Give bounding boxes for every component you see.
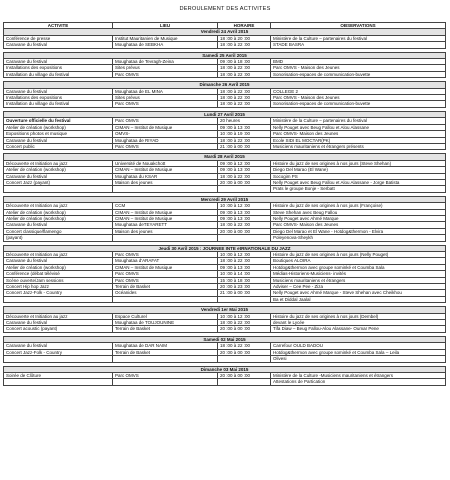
place-cell: Moughataa deTEYARETT [113, 222, 218, 228]
place-cell: Espace Culturel [113, 313, 218, 319]
header-activite: ACTIVITE [4, 23, 113, 29]
observation-cell: Ministère de la Culture – partenaires du festival [271, 35, 446, 41]
time-cell: 18 :00 à 22 :00 [218, 320, 271, 326]
time-cell: 09 :00 à 13 :00 [218, 209, 271, 215]
day-label: Lundi 27 Avril 2015 [4, 111, 446, 117]
observation-cell: Sonorisation-espaces de communication-buvette [271, 101, 446, 107]
activity-cell: Atelier de création (workshop) [4, 167, 113, 173]
activity-cell: Soirée de Clôture [4, 372, 113, 378]
time-cell: 20 :00 à 23 :00 [218, 284, 271, 290]
observation-cell: Parc OMVS - Maison des Jeunes [271, 65, 446, 71]
header-horaire: HORAIRE [218, 23, 271, 29]
place-cell: CIMAN – Institut de Musique [113, 215, 218, 221]
observation-cell: Diego Del Marao et El Wane - Hotdog&thermon - Elvira [271, 228, 446, 234]
activity-cell: Découverte et Initiation au jazz [4, 313, 113, 319]
time-cell: 20 :00 à 00 :00 [218, 326, 271, 332]
time-cell: 20 :00 à 00 :00 [218, 179, 271, 185]
observation-cell: Nelly Pouget avec Ahmé Marque [271, 215, 446, 221]
activity-cell: Atelier de création (workshop) [4, 215, 113, 221]
day-label: Jeudi 30 Avril 2015 : JOURNEE INTE etRNATIONALE DU JAZZ [4, 245, 446, 251]
time-cell: 18 :00 à 22 :00 [218, 88, 271, 94]
day-label: Dimanche 03 Mai 2015 [4, 366, 446, 372]
place-cell: CCM [113, 203, 218, 209]
activity-cell: Caravane du festival [4, 59, 113, 65]
observation-cell: BMD [271, 59, 446, 65]
time-cell: 18 :00 à 22 :00 [218, 343, 271, 349]
place-cell: Moughataa de DAR NAIM [113, 343, 218, 349]
time-cell: 18 :00 à 22 :00 [218, 222, 271, 228]
activity-cell: Caravane du festival [4, 320, 113, 326]
header-observations: OBSERVATIONS [271, 23, 446, 29]
observation-cell: Histoire du jazz de ses origines à nos jours (Nelly Pouget) [271, 252, 446, 258]
time-cell: 09 :00 à 13 :00 [218, 215, 271, 221]
activity-cell: Conférence (débat télévisé [4, 271, 113, 277]
observation-cell: Ministère de la Culture – partenaires du festival [271, 118, 446, 124]
time-cell: 09 :00 à 13 :00 [218, 167, 271, 173]
observation-cell: Poleyenova-Sheykh [271, 235, 446, 241]
observation-cell: Prats le groupe Bonje - Serbatt [271, 186, 446, 192]
time-cell: 18 :00 à 22 :00 [218, 71, 271, 77]
place-cell: Parc OMVS [113, 71, 218, 77]
activity-cell: Installations des expositions [4, 95, 113, 101]
activity-cell: Caravane du festival [4, 222, 113, 228]
place-cell: Moughataa d'ARAFAT [113, 258, 218, 264]
activity-cell: Concert Jazz (payant) [4, 179, 113, 185]
observation-cell: Médias-Historiens-Musiciens- invités [271, 271, 446, 277]
observation-cell: Musiciens mauritaniens et étrangers présents [271, 143, 446, 149]
time-cell: 20 :00 à 00 :00 [218, 349, 271, 355]
activity-cell: Concert Jazz-Folk - Country [4, 290, 113, 296]
activity-cell: Caravane du festival [4, 42, 113, 48]
day-label: Dimanche 26 Avril 2015 [4, 82, 446, 88]
place-cell: Moughataa du KSAR [113, 173, 218, 179]
activity-cell: Concert classique/flamengo [4, 228, 113, 234]
place-cell: Terrain de Basket [113, 349, 218, 355]
observation-cell: Ministère de la Culture -Musiciens mauritaniens et étrangers [271, 372, 446, 378]
time-cell: 18 :00 à 22 :00 [218, 101, 271, 107]
observation-cell: Nelly Pouget avec Ahmé Marque - Steve Shehan avec Cheikhou [271, 290, 446, 296]
time-cell: 10 :00 à 12 :00 [218, 313, 271, 319]
observation-cell: Ba et Diddal Jaalal [271, 296, 446, 302]
activity-cell: Conférence de presse [4, 35, 113, 41]
time-cell: 18 :00 à 20 :00 [218, 35, 271, 41]
time-cell: 21 :00 à 00 :00 [218, 290, 271, 296]
time-cell: 09 :00 à 12 :00 [218, 160, 271, 166]
header-lieu: LIEU [113, 23, 218, 29]
activity-cell: Concert acoustic (payant) [4, 326, 113, 332]
place-cell: Moughataa de Tevragh-Zeina [113, 59, 218, 65]
activity-cell: Concert Jazz-Folk - Country [4, 349, 113, 355]
place-cell: Parc OMVS [113, 277, 218, 283]
place-cell: CIMAN – Institut de Musique [113, 209, 218, 215]
activity-cell: Caravane du festival [4, 173, 113, 179]
time-cell: 18 :00 à 22 :00 [218, 42, 271, 48]
time-cell: 09 :00 à 13 :00 [218, 124, 271, 130]
time-cell: 15 :00 à 18 :00 [218, 277, 271, 283]
observation-cell: Boutiques ALOIRA [271, 258, 446, 264]
observation-cell: Nelly Pouget avec Beug Fallou et Alou Alassane - Jorge Batista [271, 179, 446, 185]
time-cell: 20 :00 à 00 :00 [218, 228, 271, 234]
day-label: Mardi 28 Avril 2015 [4, 154, 446, 160]
observation-cell: Adviser – Cee Pee - Ziza [271, 284, 446, 290]
place-cell: Parc OMVS [113, 118, 218, 124]
place-cell: Maison des jeunes [113, 228, 218, 234]
place-cell: Institut Mauritanien de Musique [113, 35, 218, 41]
time-cell: 18 :00 à 22 :00 [218, 137, 271, 143]
day-label: Mercredi 29 Avril 2015 [4, 196, 446, 202]
page-title: DEROULEMENT DES ACTIVITES [179, 6, 271, 12]
time-cell: 18 :00 à 22 :00 [218, 258, 271, 264]
place-cell: Sites prévus [113, 65, 218, 71]
activity-cell: Découverte et Initiation au jazz [4, 160, 113, 166]
place-cell: Moughataa de TOUJOUNINE [113, 320, 218, 326]
time-cell: 21 :00 à 00 :00 [218, 143, 271, 149]
place-cell: Terrain de Basket [113, 326, 218, 332]
schedule-body [4, 29, 446, 389]
place-cell: Terrain de Basket [113, 284, 218, 290]
observation-cell: Sonorisation-espaces de communication-buvette [271, 71, 446, 77]
time-cell: 18 :00 à 22 :00 [218, 95, 271, 101]
activity-cell: Atelier de création (workshop) [4, 209, 113, 215]
activity-cell: Caravane du festival [4, 258, 113, 264]
observation-cell: Ecole SIDI EL MOCTAR(PK) [271, 137, 446, 143]
place-cell: Moughataa de EL MINA [113, 88, 218, 94]
observation-cell: Carrefour OULD BADOU [271, 343, 446, 349]
place-cell: CIMAN – Institut de Musique [113, 264, 218, 270]
observation-cell: Histoire du jazz de ses origines à nos jours (Steve Shehan) [271, 160, 446, 166]
observation-cell: Parc OMVS- Maison des Jeunes [271, 222, 446, 228]
place-cell: Maison des jeunes [113, 179, 218, 185]
time-cell: 09 :00 à 18 :00 [218, 59, 271, 65]
observation-cell: Steve Shehan avec Beug Fallou [271, 209, 446, 215]
observation-cell: Histoire du jazz de ses origines à nos jours (Dembel) [271, 313, 446, 319]
observation-cell: STADE BASRA [271, 42, 446, 48]
activity-cell: Concert public [4, 143, 113, 149]
activity-cell: Atelier de création (workshop) [4, 124, 113, 130]
activity-cell: Atelier de création (workshop) [4, 264, 113, 270]
time-cell: 20 heures [218, 118, 271, 124]
activity-cell: Installations des expositions [4, 65, 113, 71]
activity-cell: Installation du village du festival [4, 101, 113, 107]
place-cell: OMVS- [113, 131, 218, 137]
observation-cell: COLLEGE 2 [271, 88, 446, 94]
activity-cell: Ouverture officielle du festival [4, 118, 113, 124]
observation-cell: Parc OMVS - Maison des Jeunes [271, 95, 446, 101]
spacer-cell [4, 385, 446, 389]
activity-cell: Caravane du festival [4, 343, 113, 349]
time-cell: 10 :00 à 14 :00 [218, 271, 271, 277]
place-cell: Parc OMVS [113, 252, 218, 258]
day-label: Samedi 02 Mai 2015 [4, 336, 446, 342]
activity-cell: (payant) [4, 235, 113, 241]
place-cell: Sites prévus [113, 95, 218, 101]
activity-cell: Caravane du festival [4, 88, 113, 94]
day-label: Vendredi 1er Mai 2015 [4, 307, 446, 313]
observation-cell: Diego Del Marao (El Wane) [271, 167, 446, 173]
place-cell: Moughataa de SEBKHA [113, 42, 218, 48]
time-cell: 09 :00 à 13 :00 [218, 264, 271, 270]
place-cell: Parc OMVS [113, 372, 218, 378]
observation-cell: Nelly Pouget avec Beug Fallou et Alou Alassane [271, 124, 446, 130]
place-cell: CIMAN – Institut de Musique [113, 167, 218, 173]
observation-cell: devant le Lycée [271, 320, 446, 326]
activity-cell: Découverte et Initiation au jazz [4, 252, 113, 258]
observation-cell: Musiciens mauritaniens et étrangers [271, 277, 446, 283]
observation-cell: Hotdog&thermon avec groupe sominké et Coumba Sala – Leila [271, 349, 446, 355]
activity-cell: Caravane du festival [4, 137, 113, 143]
activity-cell: Installation du village du festival [4, 71, 113, 77]
observation-cell: Olivesi [271, 356, 446, 362]
schedule-table [3, 22, 446, 389]
observation-cell: Tifa Diaw – Beug Fallou-Alou Alassane- Oumar Pene [271, 326, 446, 332]
activity-cell: Découverte et Initiation au jazz [4, 203, 113, 209]
observation-cell: Attestations de Partication [271, 379, 446, 385]
observation-cell: Histoire du jazz de ses origines à nos jours (Françoise) [271, 203, 446, 209]
time-cell: 18 :00 à 22 :00 [218, 173, 271, 179]
place-cell: Océanides [113, 290, 218, 296]
activity-cell: Concert Hip hop Jazz [4, 284, 113, 290]
place-cell: Parc OMVS [113, 143, 218, 149]
spacer-row [4, 385, 446, 389]
place-cell: Parc OMVS [113, 101, 218, 107]
place-cell: Parc OMVS [113, 271, 218, 277]
activity-cell: Scène ouverte/Jam sessions [4, 277, 113, 283]
time-cell: 20 :00 à 00 :00 [218, 372, 271, 378]
observation-cell: Hotdog&thermon avec groupe sominké et Coumba Sala [271, 264, 446, 270]
place-cell: CIMAN – Institut de Musique [113, 124, 218, 130]
place-cell: Moughataa de RIYAD [113, 137, 218, 143]
time-cell: 10 :00 à 19 :00 [218, 131, 271, 137]
place-cell: Université de Nouakchott [113, 160, 218, 166]
observation-cell: Parc OMVS- Maison des Jeunes [271, 131, 446, 137]
day-label: Vendredi 24 Avril 2015 [4, 29, 446, 35]
activity-cell: Expositions photos et musique [4, 131, 113, 137]
time-cell: 10 :00 à 12 :00 [218, 252, 271, 258]
time-cell: 10 :00 à 12 :00 [218, 203, 271, 209]
time-cell: 18 :00 à 22 :00 [218, 65, 271, 71]
day-label: Samedi 25 Avril 2015 [4, 52, 446, 58]
observation-cell: Socogim PS [271, 173, 446, 179]
